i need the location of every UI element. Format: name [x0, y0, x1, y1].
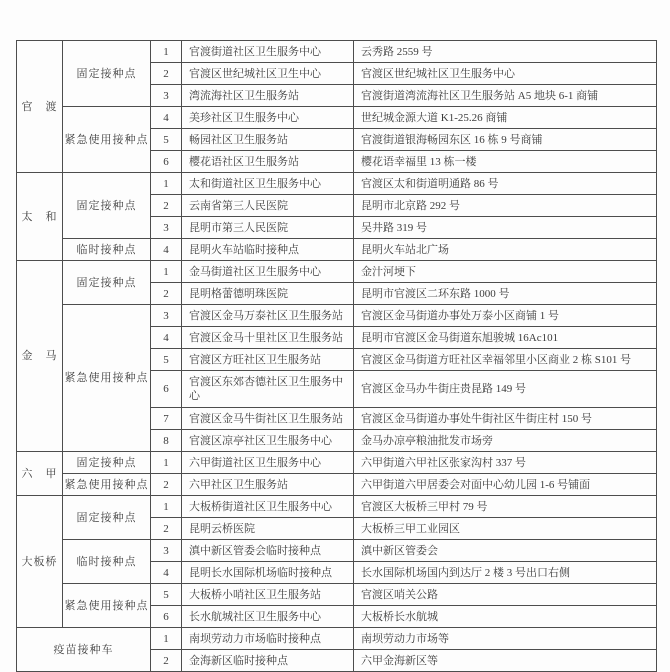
site-row	[17, 496, 657, 518]
site-number-cell: 4	[151, 327, 182, 349]
site-name-cell: 官渡区方旺社区卫生服务站	[182, 349, 354, 371]
site-name-cell: 官渡区金马牛街社区卫生服务站	[182, 408, 354, 430]
point-type-cell: 固定接种点	[63, 452, 151, 474]
point-type-cell: 临时接种点	[63, 239, 151, 261]
site-name-cell: 昆明云桥医院	[182, 518, 354, 540]
site-address-cell: 世纪城金源大道 K1-25.26 商铺	[354, 107, 657, 129]
site-address-cell: 官渡区太和街道明通路 86 号	[354, 173, 657, 195]
site-address-cell: 六甲街道六甲居委会对面中心幼儿园 1-6 号铺面	[354, 474, 657, 496]
site-address-cell: 云秀路 2559 号	[354, 41, 657, 63]
site-name-cell: 南坝劳动力市场临时接种点	[182, 628, 354, 650]
site-row	[17, 239, 657, 261]
site-number-cell: 6	[151, 371, 182, 408]
point-type-cell: 紧急使用接种点	[63, 474, 151, 496]
site-address-cell: 官渡街道银海畅园东区 16 栋 9 号商铺	[354, 129, 657, 151]
point-type-cell: 固定接种点	[63, 173, 151, 239]
site-address-cell: 官渡区金马街道方旺社区幸福邻里小区商业 2 栋 S101 号	[354, 349, 657, 371]
site-row	[17, 107, 657, 129]
site-number-cell: 8	[151, 430, 182, 452]
site-number-cell: 7	[151, 408, 182, 430]
site-name-cell: 官渡区世纪城社区卫生中心	[182, 63, 354, 85]
site-number-cell: 5	[151, 349, 182, 371]
site-address-cell: 昆明市官渡区二环东路 1000 号	[354, 283, 657, 305]
point-type-cell: 紧急使用接种点	[63, 107, 151, 173]
site-row	[17, 628, 657, 650]
district-cell: 金 马	[17, 261, 63, 452]
site-number-cell: 6	[151, 606, 182, 628]
site-address-cell: 滇中新区管委会	[354, 540, 657, 562]
site-address-cell: 官渡街道湾流海社区卫生服务站 A5 地块 6-1 商铺	[354, 85, 657, 107]
site-name-cell: 金马街道社区卫生服务中心	[182, 261, 354, 283]
district-cell: 六 甲	[17, 452, 63, 496]
site-name-cell: 昆明格蕾德明珠医院	[182, 283, 354, 305]
site-number-cell: 1	[151, 496, 182, 518]
site-address-cell: 官渡区金马街道办事处万泰小区商铺 1 号	[354, 305, 657, 327]
point-type-cell: 紧急使用接种点	[63, 584, 151, 628]
site-address-cell: 大板桥长水航城	[354, 606, 657, 628]
site-address-cell: 大板桥三甲工业园区	[354, 518, 657, 540]
site-address-cell: 金汁河埂下	[354, 261, 657, 283]
site-name-cell: 大板桥街道社区卫生服务中心	[182, 496, 354, 518]
site-name-cell: 畅园社区卫生服务站	[182, 129, 354, 151]
site-number-cell: 4	[151, 107, 182, 129]
point-type-cell: 固定接种点	[63, 496, 151, 540]
site-address-cell: 官渡区金马办牛街庄贵昆路 149 号	[354, 371, 657, 408]
site-name-cell: 昆明市第三人民医院	[182, 217, 354, 239]
site-name-cell: 官渡街道社区卫生服务中心	[182, 41, 354, 63]
site-address-cell: 官渡区大板桥三甲村 79 号	[354, 496, 657, 518]
site-row	[17, 261, 657, 283]
site-number-cell: 2	[151, 474, 182, 496]
site-address-cell: 南坝劳动力市场等	[354, 628, 657, 650]
site-number-cell: 3	[151, 85, 182, 107]
site-address-cell: 六甲街道六甲社区张家沟村 337 号	[354, 452, 657, 474]
table-body	[17, 41, 657, 672]
site-number-cell: 1	[151, 41, 182, 63]
site-row	[17, 474, 657, 496]
site-address-cell: 昆明市官渡区金马街道东旭骏城 16Ac101	[354, 327, 657, 349]
site-number-cell: 2	[151, 518, 182, 540]
site-row	[17, 173, 657, 195]
site-address-cell: 昆明市北京路 292 号	[354, 195, 657, 217]
site-number-cell: 3	[151, 540, 182, 562]
site-name-cell: 长水航城社区卫生服务中心	[182, 606, 354, 628]
site-number-cell: 6	[151, 151, 182, 173]
site-row	[17, 584, 657, 606]
site-name-cell: 湾流海社区卫生服务站	[182, 85, 354, 107]
site-number-cell: 1	[151, 173, 182, 195]
site-name-cell: 官渡区金马万泰社区卫生服务站	[182, 305, 354, 327]
site-name-cell: 太和街道社区卫生服务中心	[182, 173, 354, 195]
site-address-cell: 金马办凉亭粮油批发市场旁	[354, 430, 657, 452]
site-name-cell: 滇中新区管委会临时接种点	[182, 540, 354, 562]
site-row	[17, 452, 657, 474]
district-cell: 官 渡	[17, 41, 63, 173]
district-cell: 太 和	[17, 173, 63, 261]
site-name-cell: 大板桥小哨社区卫生服务站	[182, 584, 354, 606]
site-number-cell: 2	[151, 283, 182, 305]
site-name-cell: 金海新区临时接种点	[182, 650, 354, 672]
site-number-cell: 4	[151, 562, 182, 584]
site-number-cell: 3	[151, 217, 182, 239]
site-number-cell: 2	[151, 63, 182, 85]
site-name-cell: 昆明火车站临时接种点	[182, 239, 354, 261]
site-row	[17, 305, 657, 327]
site-number-cell: 2	[151, 650, 182, 672]
point-type-cell: 紧急使用接种点	[63, 305, 151, 452]
site-name-cell: 昆明长水国际机场临时接种点	[182, 562, 354, 584]
site-number-cell: 5	[151, 584, 182, 606]
point-type-cell: 固定接种点	[63, 41, 151, 107]
site-number-cell: 5	[151, 129, 182, 151]
site-number-cell: 1	[151, 628, 182, 650]
site-address-cell: 吴井路 319 号	[354, 217, 657, 239]
site-number-cell: 2	[151, 195, 182, 217]
site-name-cell: 六甲社区卫生服务站	[182, 474, 354, 496]
site-name-cell: 官渡区金马十里社区卫生服务站	[182, 327, 354, 349]
site-number-cell: 1	[151, 452, 182, 474]
district-cell: 疫苗接种车	[17, 628, 151, 672]
district-cell: 大板桥	[17, 496, 63, 628]
vaccination-sites-table	[16, 40, 657, 672]
site-name-cell: 樱花语社区卫生服务站	[182, 151, 354, 173]
site-name-cell: 美珍社区卫生服务中心	[182, 107, 354, 129]
site-number-cell: 4	[151, 239, 182, 261]
site-address-cell: 昆明火车站北广场	[354, 239, 657, 261]
site-name-cell: 官渡区凉亭社区卫生服务中心	[182, 430, 354, 452]
site-address-cell: 官渡区世纪城社区卫生服务中心	[354, 63, 657, 85]
site-number-cell: 1	[151, 261, 182, 283]
site-row	[17, 41, 657, 63]
site-name-cell: 六甲街道社区卫生服务中心	[182, 452, 354, 474]
site-row	[17, 540, 657, 562]
point-type-cell: 临时接种点	[63, 540, 151, 584]
site-name-cell: 官渡区东郊杏德社区卫生服务中心	[182, 371, 354, 408]
site-address-cell: 六甲金海新区等	[354, 650, 657, 672]
site-name-cell: 云南省第三人民医院	[182, 195, 354, 217]
site-address-cell: 长水国际机场国内到达厅 2 楼 3 号出口右侧	[354, 562, 657, 584]
site-address-cell: 樱花语幸福里 13 栋一楼	[354, 151, 657, 173]
site-number-cell: 3	[151, 305, 182, 327]
site-address-cell: 官渡区哨关公路	[354, 584, 657, 606]
point-type-cell: 固定接种点	[63, 261, 151, 305]
site-address-cell: 官渡区金马街道办事处牛街社区牛街庄村 150 号	[354, 408, 657, 430]
